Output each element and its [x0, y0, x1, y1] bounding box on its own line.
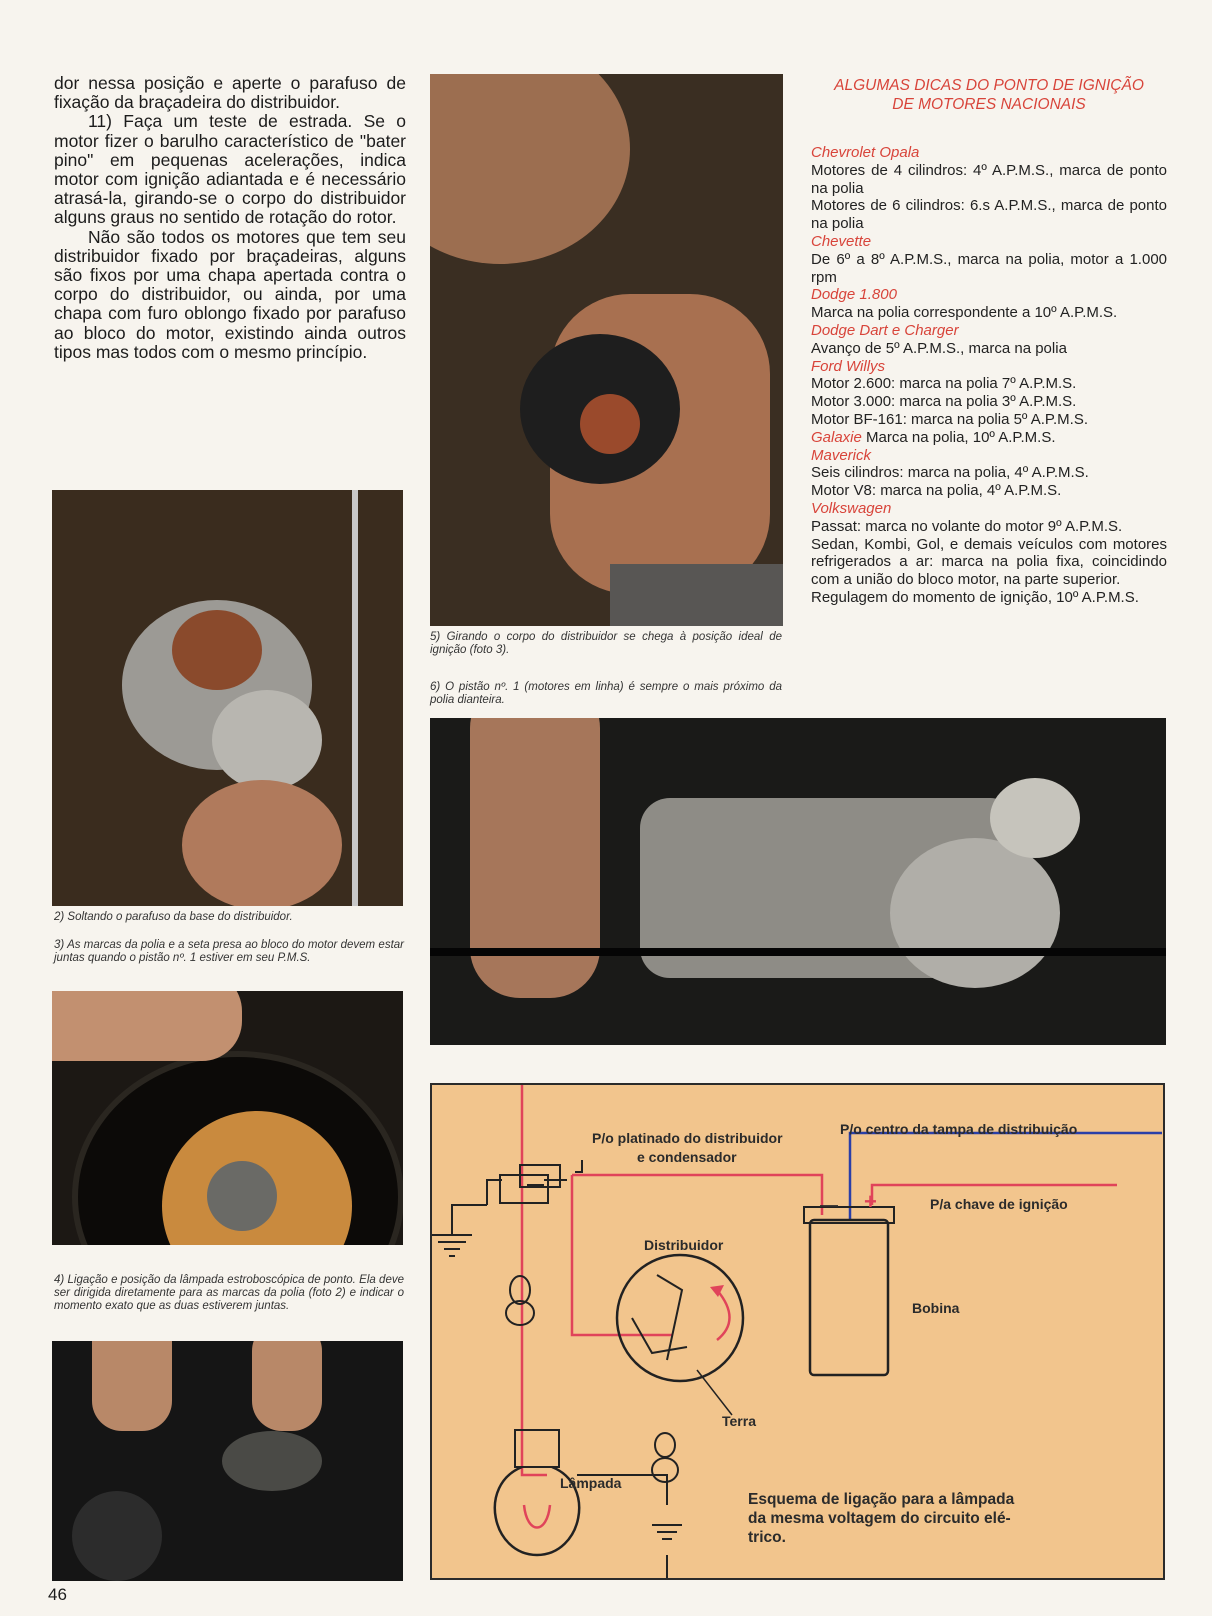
tips-column	[811, 76, 1167, 607]
label-platinado-1: P/o platinado do distribuidor	[592, 1130, 783, 1146]
photo-pulley	[52, 991, 403, 1245]
tip-galaxie-heading: Galaxie	[811, 428, 862, 446]
label-distribuidor: Distribuidor	[644, 1237, 724, 1253]
tip-dodgedart-1: Avanço de 5º A.P.M.S., marca na polia	[811, 339, 1067, 357]
tip-vw-heading: Volkswagen	[811, 499, 892, 517]
tip-dodge1800-1: Marca na polia correspondente a 10º A.P.M.S.	[811, 304, 1118, 322]
tip-galaxie	[811, 429, 1167, 447]
label-centro: P/o centro da tampa de distribuição	[840, 1121, 1078, 1137]
note-line-1: Esquema de ligação para a lâmpada	[748, 1491, 1015, 1508]
photo-piston-one	[430, 718, 1166, 1045]
diagram-note	[748, 1490, 1014, 1547]
tip-vw-1: Passat: marca no volante do motor 9º A.P.M.S.	[811, 517, 1123, 535]
photo-rotate-distributor	[430, 74, 783, 626]
tip-willys-2: Motor 3.000: marca na polia 3º A.P.M.S.	[811, 393, 1077, 411]
label-bobina: Bobina	[912, 1300, 960, 1316]
tip-vw-3: Regulagem do momento de ignição, 10º A.P.M.S.	[811, 588, 1139, 606]
tips-title-line-2: DE MOTORES NACIONAIS	[892, 96, 1086, 113]
note-line-2: da mesma voltagem do circuito elé-	[748, 1510, 1011, 1527]
label-plus: +	[864, 1189, 877, 1214]
tip-maverick-2: Motor V8: marca na polia, 4º A.P.M.S.	[811, 482, 1062, 500]
tip-opala-2: Motores de 6 cilindros: 6.s A.P.M.S., marca de ponto na polia	[811, 197, 1167, 233]
page-number: 46	[48, 1585, 67, 1604]
tip-willys-1: Motor 2.600: marca na polia 7º A.P.M.S.	[811, 375, 1077, 393]
caption-4: 4) Ligação e posição da lâmpada estroboscópica de ponto. Ela deve ser dirigida diretamente para as marcas da polia (foto 2) e indicar o momento exato que as duas estiverem juntas.	[54, 1274, 404, 1312]
label-platinado-2: e condensador	[637, 1149, 737, 1165]
paragraph-2: 11) Faça um teste de estrada. Se o motor fizer o barulho característico de "bater pino" em pequenas acelerações, indica motor com ignição adiantada e é necessário atrasá-la, girando-se o corpo do distribuidor alguns graus no sentido de rotação do rotor.	[54, 111, 406, 228]
caption-3: 3) As marcas da polia e a seta presa ao bloco do motor devem estar juntas quando o pistão nº. 1 estiver em seu P.M.S.	[54, 939, 404, 964]
tip-opala-1: Motores de 4 cilindros: 4º A.P.M.S., marca de ponto na polia	[811, 161, 1167, 197]
note-line-3: trico.	[748, 1529, 786, 1546]
paragraph-3: Não são todos os motores que tem seu distribuidor fixado por braçadeiras, alguns são fixos por uma chapa apertada contra o corpo do distribuidor, ou ainda, por uma chapa com furo oblongo fixado por parafuso ao bloco do motor, existindo ainda outros tipos mas todos com o mesmo princípio.	[54, 226, 406, 362]
tip-dodgedart-heading: Dodge Dart e Charger	[811, 321, 959, 339]
tip-chevette-1: De 6º a 8º A.P.M.S., marca na polia, motor a 1.000 rpm	[811, 250, 1167, 286]
tip-willys-heading: Ford Willys	[811, 357, 886, 375]
caption-6: 6) O pistão nº. 1 (motores em linha) é sempre o mais próximo da polia dianteira.	[430, 681, 782, 706]
photo-distributor	[52, 490, 403, 906]
caption-2: 2) Soltando o parafuso da base do distribuidor.	[54, 911, 293, 923]
caption-5: 5) Girando o corpo do distribuidor se chega à posição ideal de ignição (foto 3).	[430, 631, 782, 656]
tips-title	[811, 76, 1167, 114]
tip-willys-3: Motor BF-161: marca na polia 5º A.P.M.S.	[811, 410, 1088, 428]
tip-chevette-heading: Chevette	[811, 232, 872, 250]
tips-title-line-1: ALGUMAS DICAS DO PONTO DE IGNIÇÃO	[834, 77, 1144, 94]
photo-strobe-lamp	[52, 1341, 403, 1581]
wiring-diagram	[430, 1083, 1165, 1580]
tip-maverick-heading: Maverick	[811, 446, 872, 464]
tip-vw-2: Sedan, Kombi, Gol, e demais veículos com motores refrigerados a ar: marca na polia fixa, coincidindo com a união do bloco motor, na parte superior.	[811, 535, 1167, 589]
tip-dodge1800-heading: Dodge 1.800	[811, 286, 897, 304]
paragraph-1: dor nessa posição e aperte o parafuso de fixação da braçadeira do distribuidor.	[54, 73, 406, 113]
label-terra: Terra	[722, 1413, 756, 1429]
left-column-text	[54, 74, 406, 362]
tip-opala-heading: Chevrolet Opala	[811, 144, 920, 161]
label-lampada: Lâmpada	[560, 1475, 622, 1491]
tip-galaxie-1: Marca na polia, 10º A.P.M.S.	[861, 428, 1056, 446]
label-chave: P/a chave de ignição	[930, 1196, 1068, 1212]
label-minus: —	[820, 1195, 838, 1215]
tip-maverick-1: Seis cilindros: marca na polia, 4º A.P.M.S.	[811, 464, 1089, 482]
